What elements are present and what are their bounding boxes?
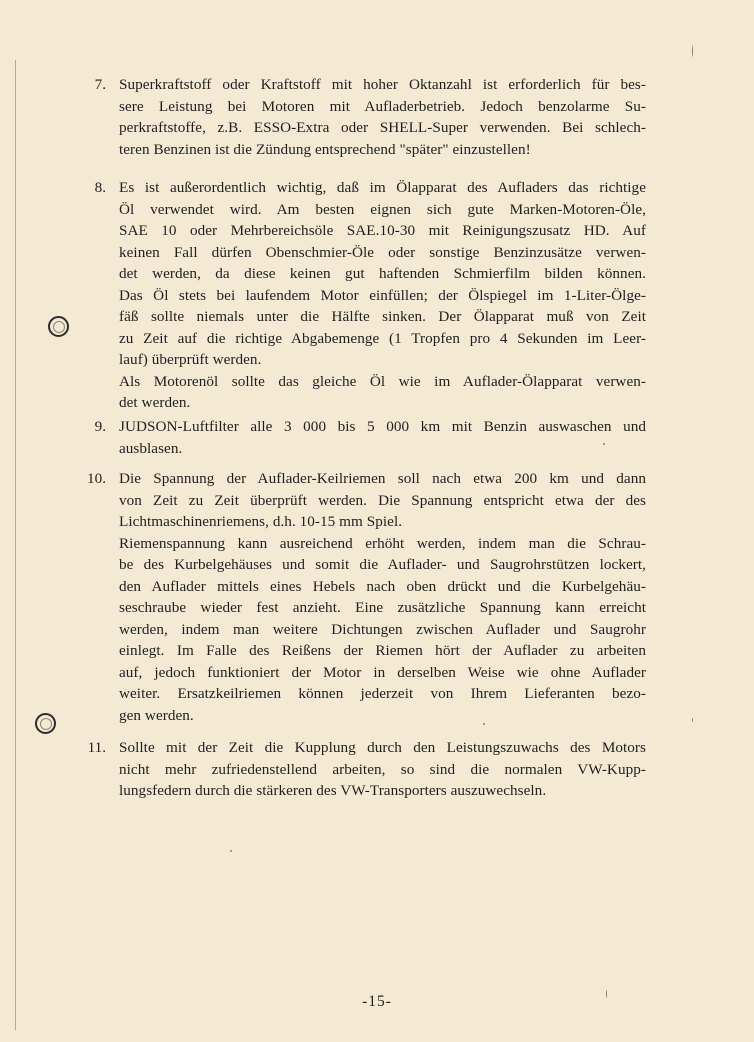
text-line: det werden. — [119, 394, 191, 411]
item-text — [119, 737, 646, 802]
text-line: einlegt. Im Falle des Reißens der Riemen hört der Auflader zu arbeiten — [119, 642, 646, 659]
text-line: teren Benzinen ist die Zündung entsprechend "später" einzustellen! — [119, 140, 531, 158]
scan-speck — [692, 45, 693, 57]
text-line: lauf) überprüft werden. — [119, 351, 262, 368]
item-number: 7. — [94, 76, 106, 93]
text-line: sere Leistung bei Motoren mit Aufladerbetrieb. Jedoch benzolarme Su- — [119, 97, 646, 115]
item-number: 11. — [87, 739, 106, 756]
punch-hole-icon — [48, 316, 69, 337]
text-line: nicht mehr zufriedenstellend arbeiten, so sind die normalen VW-Kupp- — [119, 760, 646, 778]
text-line: lungsfedern durch die stärkeren des VW-Transporters auszuwechseln. — [119, 782, 547, 799]
text-line: Öl verwendet wird. Am besten eignen sich gute Marken-Motoren-Öle, — [119, 200, 646, 218]
page-number: -15- — [362, 993, 392, 1010]
text-line: von Zeit zu Zeit überprüft werden. Die Spannung entspricht etwa der des — [119, 491, 646, 509]
text-line: be des Kurbelgehäuses und somit die Auflader- und Saugrohrstützen lockert, — [119, 556, 646, 573]
item-text — [119, 416, 646, 459]
text-line: Sollte mit der Zeit die Kupplung durch den Leistungszuwachs des Motors — [119, 739, 646, 756]
punch-hole-icon — [35, 713, 56, 734]
text-line: den Auflader mittels eines Hebels nach oben drückt und die Kurbelgehäu- — [119, 577, 646, 595]
text-line: Als Motorenöl sollte das gleiche Öl wie im Auflader-Ölapparat verwen- — [119, 372, 646, 390]
text-line: perkraftstoffe, z.B. ESSO-Extra oder SHELL-Super verwenden. Bei schlech- — [119, 119, 646, 136]
text-line: Superkraftstoff oder Kraftstoff mit hoher Oktanzahl ist erforderlich für bes- — [119, 76, 646, 93]
text-line: Das Öl stets bei laufendem Motor einfüllen; der Ölspiegel im 1-Liter-Ölge- — [119, 286, 646, 304]
text-line: fäß sollte niemals unter die Hälfte sinken. Der Ölapparat muß von Zeit — [119, 308, 646, 325]
text-line: SAE 10 oder Mehrbereichsöle SAE.10-30 mit Reinigungszusatz HD. Auf — [119, 222, 646, 239]
text-line: weiter. Ersatzkeilriemen können jederzeit von Ihrem Lieferanten bezo- — [119, 685, 646, 702]
item-text — [119, 177, 646, 414]
margin-line — [15, 60, 16, 1030]
text-line: Es ist außerordentlich wichtig, daß im Ölapparat des Aufladers das richtige — [119, 179, 646, 196]
item-number: 9. — [94, 418, 106, 435]
item-number: 8. — [94, 179, 106, 196]
scan-speck — [230, 850, 232, 852]
item-number: 10. — [87, 470, 106, 487]
text-line: gen werden. — [119, 706, 194, 724]
scan-speck — [692, 718, 693, 722]
text-line: seschraube wieder fest anzieht. Eine zusätzliche Spannung kann erreicht — [119, 599, 646, 616]
text-line: zu Zeit auf die richtige Abgabemenge (1 Tropfen pro 4 Sekunden im Leer- — [119, 329, 646, 347]
text-line: ausblasen. — [119, 439, 183, 457]
text-line: JUDSON-Luftfilter alle 3 000 bis 5 000 km mit Benzin auswaschen und — [119, 418, 646, 435]
text-line: werden, indem man weitere Dichtungen zwischen Auflader und Saugrohr — [119, 620, 646, 638]
text-line: Die Spannung der Auflader-Keilriemen soll nach etwa 200 km und dann — [119, 470, 646, 487]
text-line: auf, jedoch funktioniert der Motor in derselben Weise wie ohne Auflader — [119, 663, 646, 681]
text-line: Lichtmaschinenriemens, d.h. 10-15 mm Spiel. — [119, 513, 403, 530]
text-line: keinen Fall dürfen Obenschmier-Öle oder sonstige Benzinzusätze verwen- — [119, 243, 646, 261]
text-line: Riemenspannung kann ausreichend erhöht werden, indem man die Schrau- — [119, 534, 646, 552]
item-text — [119, 468, 646, 726]
text-line: det werden, da diese keinen gut haftenden Schmierfilm bilden können. — [119, 265, 646, 282]
item-text — [119, 74, 646, 160]
